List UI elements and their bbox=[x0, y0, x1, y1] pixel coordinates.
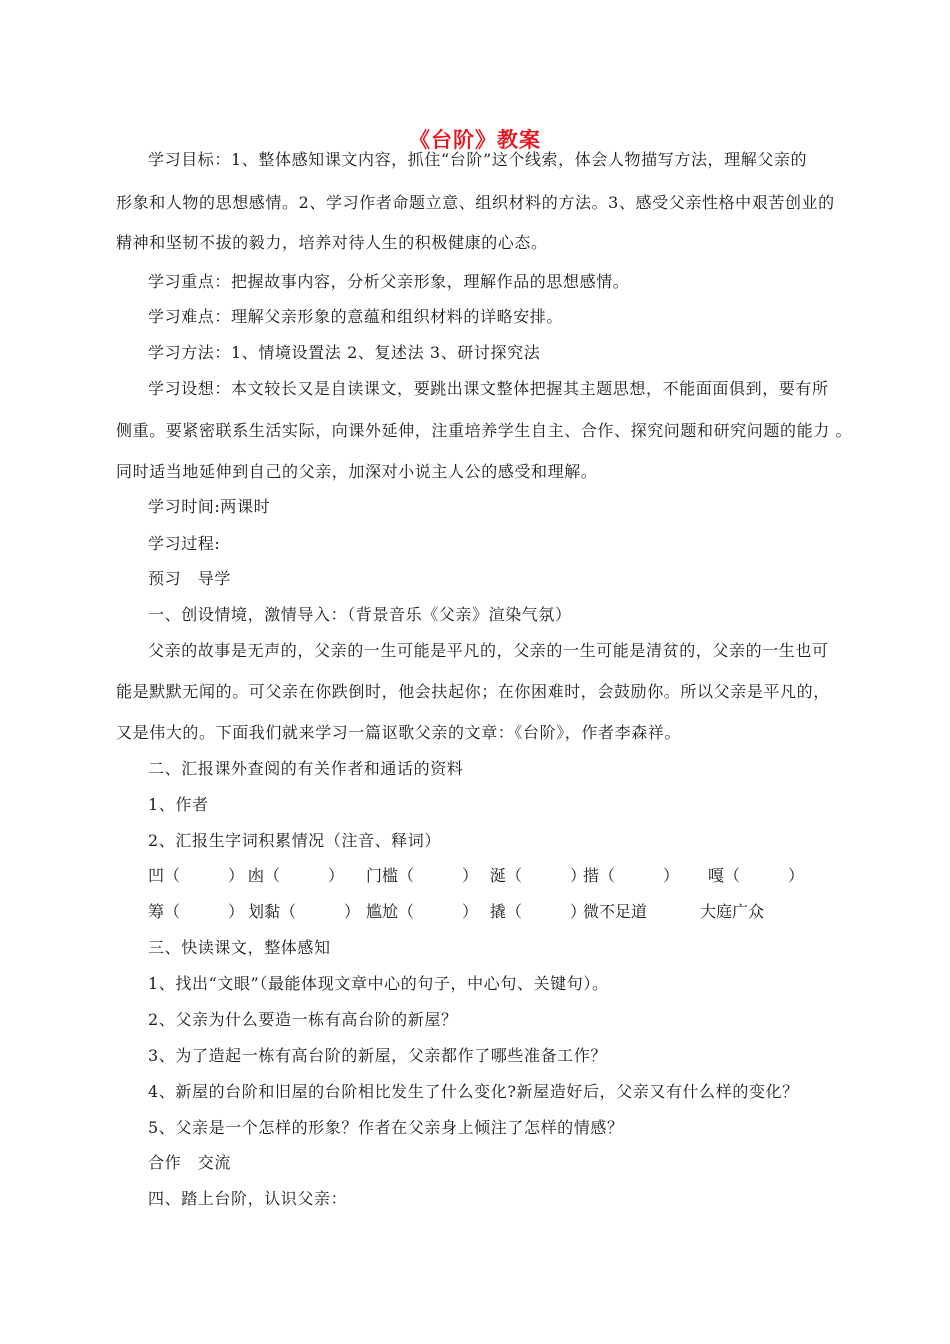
section-heading: 三、快读课文，整体感知 bbox=[148, 938, 331, 957]
intro-text: 能是默默无闻的。可父亲在你跌倒时，他会扶起你；在你困难时，会鼓励你。所以父亲是平凡的， bbox=[116, 682, 830, 701]
vocab-item: 筹（ ） bbox=[148, 902, 245, 921]
idea-text: 侧重。要紧密联系生活实际，向课外延伸，注重培养学生自主、合作、探究问题和研究问题的能力 。 bbox=[116, 421, 853, 440]
question-item: 3、为了造起一栋有高台阶的新屋，父亲都作了哪些准备工作？ bbox=[148, 1046, 607, 1065]
goals-text: 形象和人物的思想感情。2、学习作者命题立意、组织材料的方法。3、感受父亲性格中艰苦创业的 bbox=[116, 193, 835, 212]
vocab-item: 嘎（ ） bbox=[708, 866, 805, 885]
vocab-item: 划黏（ ） bbox=[248, 902, 361, 921]
difficulty-text: 学习难点：理解父亲形象的意蕴和组织材料的详略安排。 bbox=[148, 307, 564, 326]
process-text: 学习过程: bbox=[148, 534, 221, 553]
vocab-item: 门槛（ ） bbox=[366, 866, 479, 885]
section-heading: 二、汇报课外查阅的有关作者和通话的资料 bbox=[148, 759, 464, 778]
question-item: 5、父亲是一个怎样的形象？作者在父亲身上倾注了怎样的情感？ bbox=[148, 1118, 624, 1137]
intro-text: 又是伟大的。下面我们就来学习一篇讴歌父亲的文章：《台阶》，作者李森祥。 bbox=[116, 723, 682, 742]
section-heading: 四、踏上台阶，认识父亲： bbox=[148, 1189, 348, 1208]
preview-heading: 预习 导学 bbox=[148, 569, 232, 588]
vocab-item: 凼（ ） bbox=[248, 866, 345, 885]
vocab-item: 揩（ ） bbox=[583, 866, 680, 885]
question-item: 1、找出“文眼”（最能体现文章中心的句子，中心句、关键句）。 bbox=[148, 974, 609, 993]
idea-text: 学习设想：本文较长又是自读课文，要跳出课文整体把握其主题思想，不能面面俱到，要有所 bbox=[148, 379, 829, 398]
vocab-item: 撬（ ） bbox=[490, 902, 587, 921]
idea-text: 同时适当地延伸到自己的父亲，加深对小说主人公的感受和理解。 bbox=[116, 462, 598, 481]
question-item: 4、新屋的台阶和旧屋的台阶相比发生了什么变化?新屋造好后，父亲又有什么样的变化？ bbox=[148, 1082, 799, 1101]
page-title: 《台阶》教案 bbox=[409, 128, 541, 152]
vocab-item: 涎（ ） bbox=[490, 866, 587, 885]
time-text: 学习时间:两课时 bbox=[148, 497, 271, 516]
list-item: 2、汇报生字词积累情况（注音、释词） bbox=[148, 831, 441, 850]
vocab-item: 凹（ ） bbox=[148, 866, 245, 885]
question-item: 2、父亲为什么要造一栋有高台阶的新屋？ bbox=[148, 1010, 458, 1029]
coop-heading: 合作 交流 bbox=[148, 1153, 232, 1172]
vocab-item: 大庭广众 bbox=[700, 902, 765, 921]
method-text: 学习方法：1、情境设置法 2、复述法 3、研讨探究法 bbox=[148, 343, 541, 362]
goals-text: 学习目标：1、整体感知课文内容，抓住“台阶”这个线索，体会人物描写方法，理解父亲的 bbox=[148, 150, 808, 169]
vocab-item: 微不足道 bbox=[583, 902, 648, 921]
list-item: 1、作者 bbox=[148, 795, 209, 814]
vocab-item: 尴尬（ ） bbox=[366, 902, 479, 921]
focus-text: 学习重点：把握故事内容，分析父亲形象，理解作品的思想感情。 bbox=[148, 272, 630, 291]
goals-text: 精神和坚韧不拔的毅力，培养对待人生的积极健康的心态。 bbox=[116, 233, 548, 252]
intro-text: 父亲的故事是无声的，父亲的一生可能是平凡的，父亲的一生可能是清贫的，父亲的一生也可 bbox=[148, 641, 829, 660]
section-heading: 一、创设情境，激情导入：（背景音乐《父亲》渲染气氛） bbox=[148, 605, 572, 624]
